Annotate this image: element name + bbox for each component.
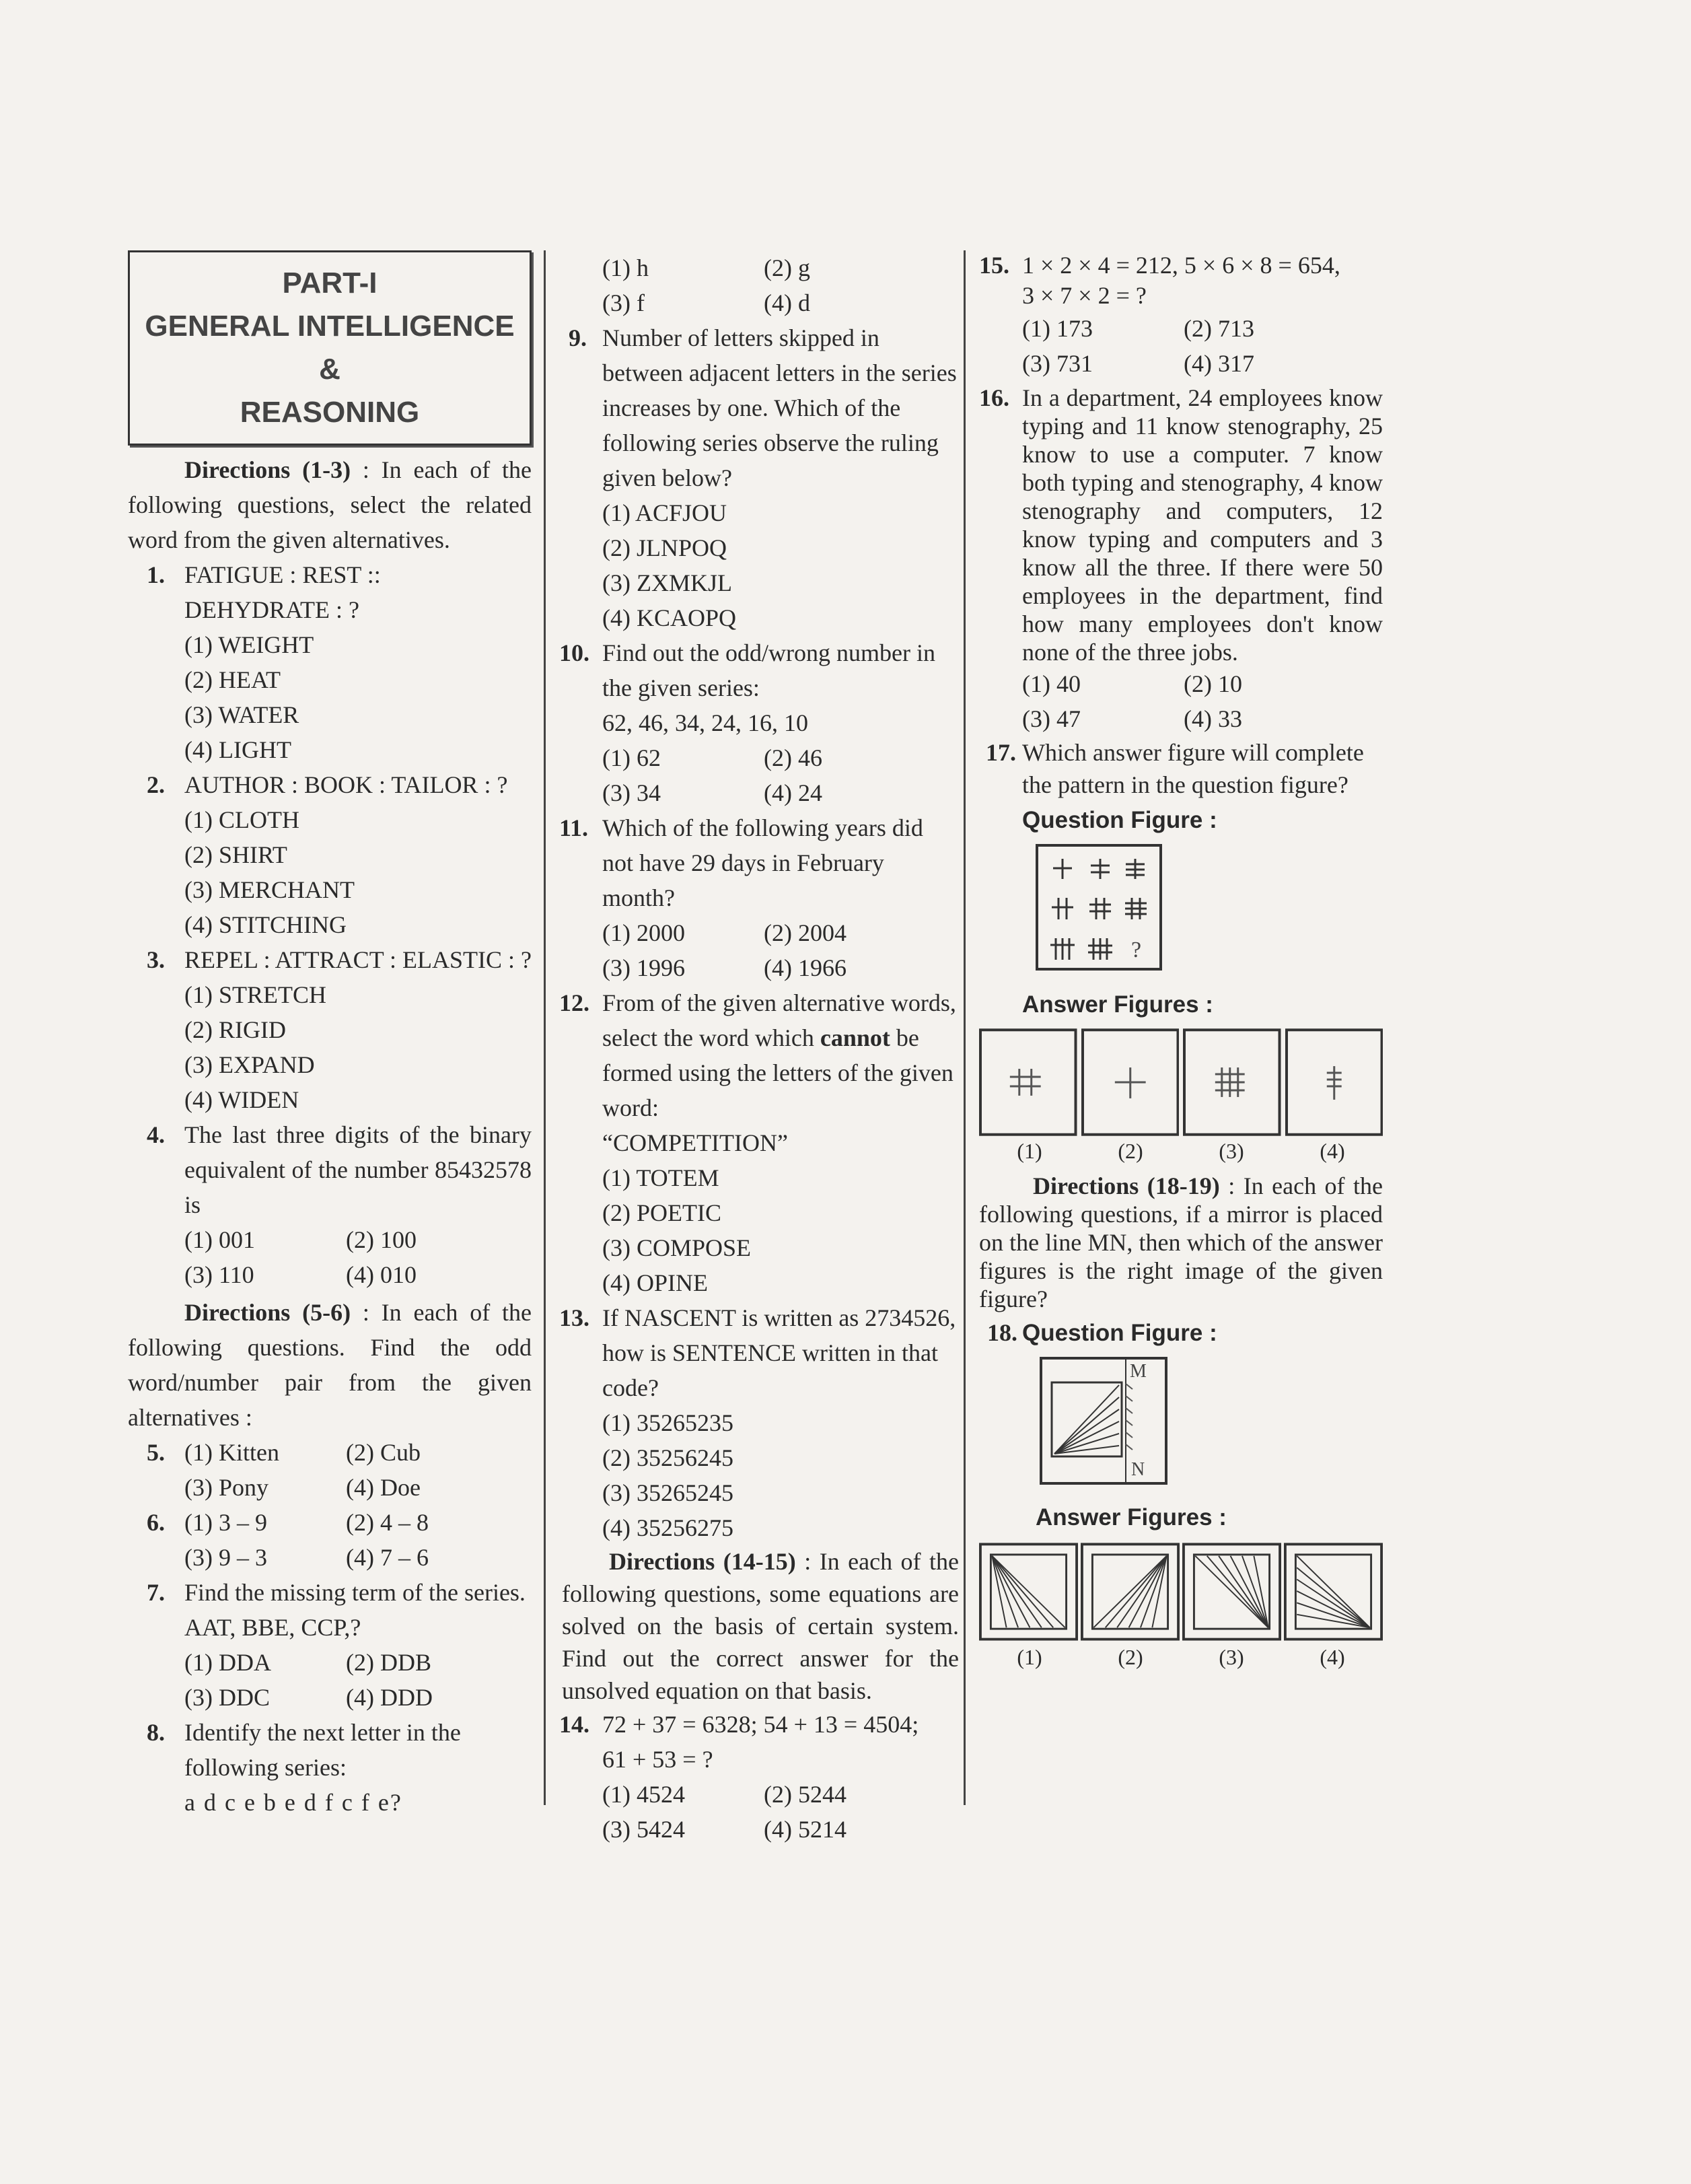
answer-label: (3) xyxy=(1219,1645,1244,1669)
answer-labels-17 xyxy=(979,1136,1383,1166)
answer-figures-label: Answer Figures : xyxy=(1036,1504,1227,1530)
column-1 xyxy=(128,250,532,1820)
series-text: a d c e b e d f c f e? xyxy=(184,1789,402,1816)
option: (1) 001 xyxy=(184,1226,255,1253)
option: (4) 1966 xyxy=(764,954,847,981)
options-grid xyxy=(979,666,1383,736)
option: (4) 24 xyxy=(764,779,822,806)
options-grid xyxy=(562,915,959,985)
answer-label: (1) xyxy=(1017,1645,1042,1669)
option: (3) 731 xyxy=(1022,350,1093,377)
answer-labels-18 xyxy=(979,1642,1383,1672)
option: (2) 10 xyxy=(1184,670,1242,697)
option: (2) 4 – 8 xyxy=(346,1509,429,1536)
question-12: 12. From of the given alternative words, select the word which cannot be formed using the letters of the given word: xyxy=(559,989,956,1121)
option: (3) COMPOSE xyxy=(602,1234,752,1261)
option: (2) DDB xyxy=(346,1649,431,1676)
option: (3) DDC xyxy=(184,1684,270,1711)
options-grid xyxy=(979,311,1383,381)
options-grid xyxy=(128,1222,532,1292)
option: (4) DDD xyxy=(346,1684,433,1711)
column-2 xyxy=(559,250,959,1847)
question-13: 13. If NASCENT is written as 2734526, how is SENTENCE written in that code? xyxy=(559,1304,956,1401)
part-title-box xyxy=(128,250,532,446)
option: (4) Doe xyxy=(346,1474,421,1501)
option: (3) 47 xyxy=(1022,705,1081,732)
option: (3) Pony xyxy=(184,1474,268,1501)
series-text: AAT, BBE, CCP,? xyxy=(184,1614,361,1641)
option: (2) 100 xyxy=(346,1226,417,1253)
option: (4) LIGHT xyxy=(184,736,291,763)
answer-label: (1) xyxy=(1017,1139,1042,1163)
option: (2) 2004 xyxy=(764,919,847,946)
option: (2) HEAT xyxy=(184,666,281,693)
option: (1) ACFJOU xyxy=(602,499,727,526)
question-2: 2. AUTHOR : BOOK : TAILOR : ? xyxy=(147,771,508,798)
option: (1) TOTEM xyxy=(602,1164,719,1191)
option: (2) g xyxy=(764,254,810,281)
answer-label: (2) xyxy=(1118,1645,1143,1669)
question-7: 7. Find the missing term of the series. xyxy=(147,1579,526,1606)
mirror-label-n: N xyxy=(1131,1459,1145,1480)
question-15: 15. 1 × 2 × 4 = 212, 5 × 6 × 8 = 654, xyxy=(979,252,1340,279)
option: (4) KCAOPQ xyxy=(602,604,737,631)
question-figure-label: Question Figure : xyxy=(1022,807,1217,833)
option: (3) 9 – 3 xyxy=(184,1544,267,1571)
part-label: PART-I xyxy=(282,267,377,300)
option: (4) 5214 xyxy=(764,1816,847,1843)
option: (3) 35265245 xyxy=(602,1479,733,1506)
question-mark: ? xyxy=(1131,938,1142,962)
option: (1) h xyxy=(602,254,649,281)
option: (4) d xyxy=(764,289,810,316)
option: (3) 110 xyxy=(184,1261,254,1288)
given-word: “COMPETITION” xyxy=(602,1129,788,1156)
options-grid xyxy=(128,1645,532,1715)
option: (4) 7 – 6 xyxy=(346,1544,429,1571)
option: (1) 4524 xyxy=(602,1781,685,1808)
answer-figure-4 xyxy=(1285,1028,1383,1136)
answer-figure-1 xyxy=(979,1541,1078,1642)
option: (2) 35256245 xyxy=(602,1444,733,1471)
option: (3) f xyxy=(602,289,645,316)
answer-figure-3 xyxy=(1182,1541,1281,1642)
answer-figure-4 xyxy=(1284,1541,1383,1642)
answer-figures-17 xyxy=(979,1028,1383,1136)
question-18: 18. Question Figure : xyxy=(987,1319,1217,1346)
answer-label: (4) xyxy=(1320,1645,1345,1669)
option: (1) 40 xyxy=(1022,670,1081,697)
option: (1) 3 – 9 xyxy=(184,1509,267,1536)
option: (4) 35256275 xyxy=(602,1514,733,1541)
option: (1) CLOTH xyxy=(184,806,299,833)
column-3 xyxy=(979,250,1383,1672)
option: (2) POETIC xyxy=(602,1199,721,1226)
option: (4) 317 xyxy=(1184,350,1254,377)
question-5: 5. (1) Kitten (2) Cub (3) Pony (4) Doe xyxy=(128,1435,532,1505)
options-grid xyxy=(562,250,959,320)
question-4: 4. The last three digits of the binary equivalent of the number 85432578 is xyxy=(147,1121,532,1218)
question-9: 9. Number of letters skipped in between adjacent letters in the series increases by one. Which of the following series observe the ruling given below? xyxy=(569,324,957,491)
option: (2) 713 xyxy=(1184,315,1254,342)
equation: 3 × 7 × 2 = ? xyxy=(1022,282,1147,309)
option: (1) 35265235 xyxy=(602,1409,733,1436)
option: (4) OPINE xyxy=(602,1269,708,1296)
question-11: 11. Which of the following years did not have 29 days in February month? xyxy=(559,814,923,911)
directions-5-6: Directions (5-6) : In each of the following questions. Find the odd word/number pair from the given alternatives : xyxy=(128,1299,532,1431)
answer-label: (4) xyxy=(1320,1139,1345,1163)
option: (2) 5244 xyxy=(764,1781,847,1808)
directions-14-15: Directions (14-15) : In each of the following questions, some equations are solved on the basis of certain system. Find out the correct answer for the unsolved equation on that basis. xyxy=(562,1548,959,1704)
question-17-figure xyxy=(1036,844,1170,979)
question-16: 16. In a department, 24 employees know typing and 11 know stenography, 25 know to use a computer. 7 know both typing and stenography, 4 know stenography and computers, 12 know typing and computers and 3 know all the three. If there were 50 employees in the department, find how many employees don't know none of the three jobs. xyxy=(979,384,1383,666)
option: (4) 33 xyxy=(1184,705,1242,732)
option: (1) DDA xyxy=(184,1649,271,1676)
option: (4) WIDEN xyxy=(184,1086,299,1113)
option: (3) 5424 xyxy=(602,1816,685,1843)
series-text: 62, 46, 34, 24, 16, 10 xyxy=(602,709,808,736)
options-grid xyxy=(562,740,959,810)
option: (4) STITCHING xyxy=(184,911,347,938)
question-17: 17. Which answer figure will complete the pattern in the question figure? xyxy=(986,739,1364,798)
options-grid xyxy=(562,1777,959,1847)
option: (3) MERCHANT xyxy=(184,876,355,903)
answer-figures-label: Answer Figures : xyxy=(1022,991,1213,1018)
option: (2) JLNPOQ xyxy=(602,534,727,561)
mirror-label-m: M xyxy=(1130,1361,1147,1382)
answer-figure-2 xyxy=(1081,1028,1180,1136)
option: (2) SHIRT xyxy=(184,841,287,868)
answer-figure-3 xyxy=(1183,1028,1281,1136)
section-title: GENERAL INTELLIGENCE & xyxy=(145,310,515,386)
option: (2) RIGID xyxy=(184,1016,286,1043)
answer-label: (2) xyxy=(1118,1139,1143,1163)
answer-figure-1 xyxy=(979,1028,1077,1136)
option: (3) 34 xyxy=(602,779,661,806)
option: (3) 1996 xyxy=(602,954,685,981)
answer-label: (3) xyxy=(1219,1139,1244,1163)
question-10: 10. Find out the odd/wrong number in the given series: xyxy=(559,639,935,701)
column-divider xyxy=(544,250,546,1805)
column-divider xyxy=(964,250,966,1805)
option: (2) Cub xyxy=(346,1439,421,1466)
directions-18-19: Directions (18-19) : In each of the following questions, if a mirror is placed on the line MN, then which of the answer figures is the right image of the given figure? xyxy=(979,1172,1383,1312)
option: (2) 46 xyxy=(764,744,822,771)
option: (1) STRETCH xyxy=(184,981,326,1008)
question-8: 8. Identify the next letter in the following series: xyxy=(147,1719,461,1781)
equation: 61 + 53 = ? xyxy=(602,1746,713,1773)
option: (1) Kitten xyxy=(184,1439,279,1466)
question-18-figure xyxy=(1040,1357,1174,1491)
directions-1-3: Directions (1-3) : In each of the following questions, select the related word from the given alternatives. xyxy=(128,456,532,553)
option: (3) EXPAND xyxy=(184,1051,315,1078)
option: (1) 2000 xyxy=(602,919,685,946)
option: (1) 173 xyxy=(1022,315,1093,342)
section-title-2: REASONING xyxy=(240,396,420,429)
question-1: 1. FATIGUE : REST :: DEHYDRATE : ? xyxy=(147,561,381,623)
answer-figures-18 xyxy=(979,1541,1383,1642)
option: (3) WATER xyxy=(184,701,299,728)
option: (1) WEIGHT xyxy=(184,631,314,658)
question-6: 6. (1) 3 – 9 (2) 4 – 8 (3) 9 – 3 (4) 7 – 6 xyxy=(128,1505,532,1575)
question-3: 3. REPEL : ATTRACT : ELASTIC : ? xyxy=(147,946,532,973)
option: (3) ZXMKJL xyxy=(602,569,732,596)
option: (4) 010 xyxy=(346,1261,417,1288)
option: (1) 62 xyxy=(602,744,661,771)
question-14: 14. 72 + 37 = 6328; 54 + 13 = 4504; xyxy=(559,1711,919,1738)
answer-figure-2 xyxy=(1081,1541,1180,1642)
